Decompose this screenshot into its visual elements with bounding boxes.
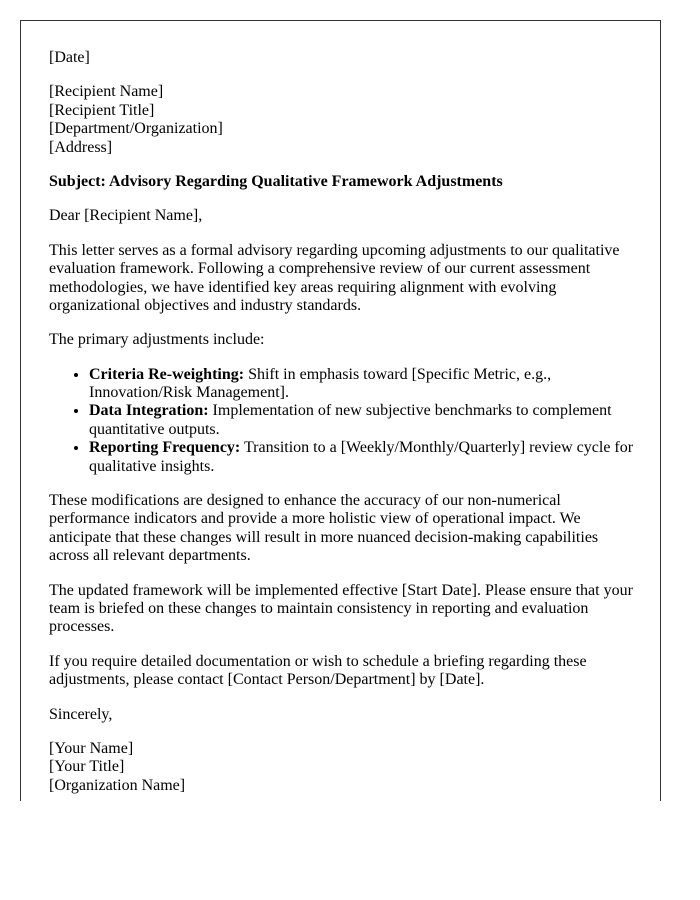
recipient-title: [Recipient Title] [49,101,155,119]
paragraph-implementation: The updated framework will be implemented effective [Start Date]. Please ensure that your team is briefed on these changes to maintain consistency in reporting and evaluation processes. [49,581,633,636]
list-item-data-integration [89,402,634,439]
recipient-block [49,83,634,157]
salutation: Dear [Recipient Name], [49,207,203,225]
date-placeholder: [Date] [49,49,90,66]
paragraph-contact: If you require detailed documentation or wish to schedule a briefing regarding these adjustments, please contact [Contact Person/Department] by [Date]. [49,652,587,689]
list-item-label: Criteria Re-weighting: [89,365,245,383]
list-item-label: Reporting Frequency: [89,439,241,457]
list-item-text: Implementation of new subjective benchmarks to complement quantitative outputs. [89,402,612,438]
recipient-department: [Department/Organization] [49,120,223,138]
list-item-criteria-reweighting [89,366,634,403]
signature-organization: [Organization Name] [49,776,186,794]
signature-title: [Your Title] [49,758,125,776]
paragraph-modifications: These modifications are designed to enhance the accuracy of our non-numerical performance indicators and provide a more holistic view of operational impact. We anticipate that these changes will result in more nuanced decision-making capabilities across all relevant departments. [49,492,599,565]
list-item-label: Data Integration: [89,402,209,420]
adjustments-list [49,366,634,476]
subject-line: Subject: Advisory Regarding Qualitative Framework Adjustments [49,172,503,190]
recipient-address: [Address] [49,138,113,156]
list-item-text: Transition to a [Weekly/Monthly/Quarterly] review cycle for qualitative insights. [89,439,634,475]
paragraph-intro: This letter serves as a formal advisory regarding upcoming adjustments to our qualitative evaluation framework. Following a comprehensive review of our current assessment methodologies, we have identified key areas requiring alignment with evolving organizational objectives and industry standards. [49,241,620,314]
signature-block [49,740,634,795]
list-item-reporting-frequency [89,439,634,476]
closing: Sincerely, [49,705,113,723]
paragraph-list-intro: The primary adjustments include: [49,331,265,349]
recipient-name: [Recipient Name] [49,83,164,101]
signature-name: [Your Name] [49,739,134,757]
list-item-text: Shift in emphasis toward [Specific Metric, e.g., Innovation/Risk Management]. [89,365,552,402]
letter-container [20,20,661,801]
